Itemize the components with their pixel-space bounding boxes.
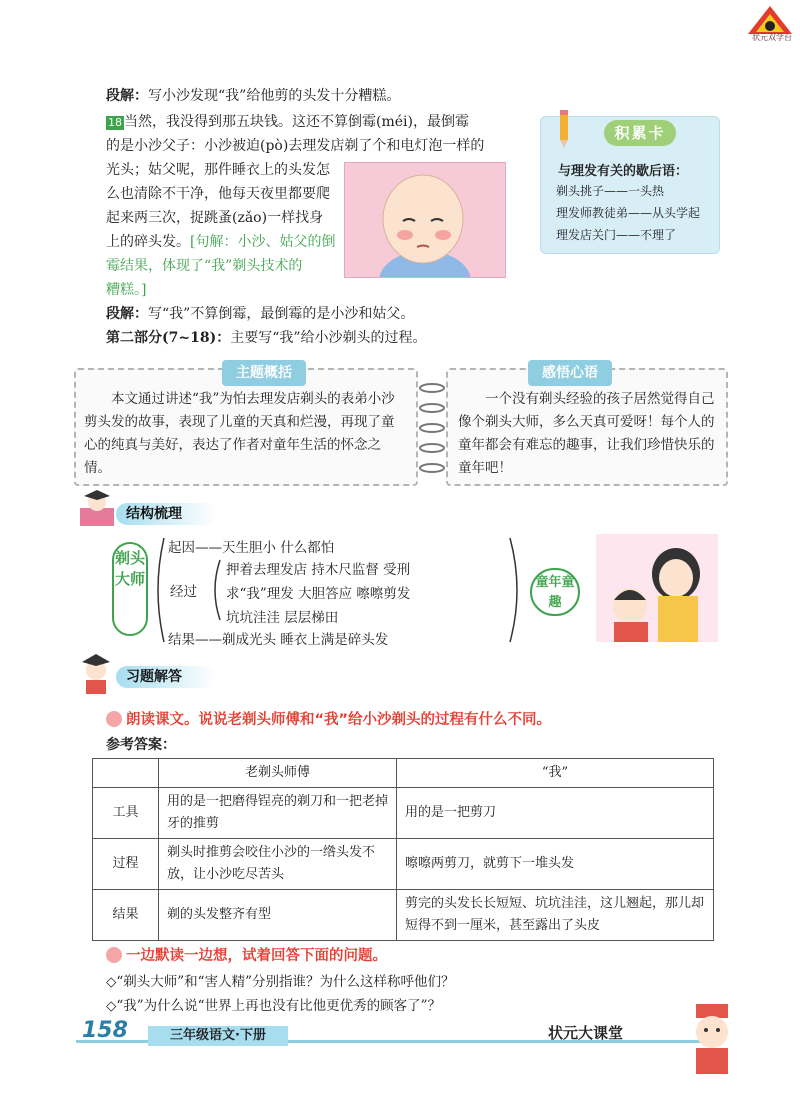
structure-cause (168, 536, 334, 556)
page-number: 158 (82, 1018, 128, 1043)
structure-result (168, 628, 388, 648)
paragraph-18-line5: 起来两三次，捉跳蚤(zǎo)一样找身 (106, 210, 324, 226)
table-cell: 工具 (93, 788, 159, 839)
paragraph-number: 18 (108, 116, 122, 129)
question-1 (106, 708, 551, 729)
label: 段解： (106, 88, 148, 104)
paragraph-18-line4: 么也清除不干净，他每天夜里都要爬 (106, 186, 330, 202)
bullet-icon (106, 711, 122, 727)
table-cell: 用的是一把磨得锃亮的剃刀和一把老掉牙的推剪 (159, 788, 397, 839)
student-mascot-icon (74, 654, 118, 696)
paragraph-18-line2: 的是小沙父子：小沙被迫(pò)去理发店剃了个和电灯泡一样的 (106, 138, 485, 154)
structure-process-3: 坑坑洼洼 层层梯田 (226, 610, 339, 626)
text: 当然，我没得到那五块钱。这还不算倒霉(méi)，最倒霉 (124, 114, 469, 130)
card-item: 理发师教徒弟——从头学起 (556, 206, 701, 220)
paragraph-18-line6 (106, 230, 335, 254)
exercises-header: 习题解答 (116, 666, 216, 688)
table-row (93, 788, 714, 839)
theme-summary-text: 本文通过讲述“我”为怕去理发店剃头的表弟小沙剪头发的故事，表现了儿童的天真和烂漫，再现了童心的纯真与美好，表达了作者对童年生活的怀念之情。 (84, 391, 395, 476)
table-cell: 过程 (93, 839, 159, 890)
theme-summary-title: 主题概括 (222, 360, 306, 386)
paragraph-18-line1 (106, 110, 469, 134)
feeling-text: 一个没有剃头经验的孩子居然觉得自己像个剃头大师，多么天真可爱呀！每个人的童年都会有难忘的趣事，让我们珍惜快乐的童年吧！ (458, 391, 715, 476)
sentence-comment-line3: 糟糕。] (106, 282, 147, 298)
question-text: 朗读课文。说说老剃头师傅和“我”给小沙剃头的过程有什么不同。 (126, 712, 552, 728)
text: 上的碎头发。 (106, 234, 190, 250)
feeling-title: 感悟心语 (528, 360, 612, 386)
card-item: 理发店关门——不理了 (556, 228, 677, 242)
table-cell: 用的是一把剪刀 (397, 788, 714, 839)
table-header-row (93, 759, 714, 788)
bald-boy-icon (345, 163, 506, 278)
structure-theme: 童年童趣 (530, 568, 580, 616)
text: 天生胆小 什么都怕 (222, 540, 335, 556)
table-cell: 剃头时推剪会咬住小沙的一绺头发不放，让小沙吃尽苦头 (159, 839, 397, 890)
label: 结果—— (168, 632, 222, 648)
pencil-icon (552, 110, 576, 150)
analysis-text: 写“我”不算倒霉，最倒霉的是小沙和姑父。 (148, 306, 415, 322)
question-text: 一边默读一边想，试着回答下面的问题。 (126, 948, 387, 964)
question-2 (106, 944, 387, 965)
boy-illustration (344, 162, 506, 278)
table-cell: 结果 (93, 890, 159, 941)
summary-text: 主要写“我”给小沙剃头的过程。 (230, 330, 427, 346)
answer-table (92, 758, 714, 941)
structure-process-label: 经过 (170, 584, 197, 600)
card-subtitle: 与理发有关的歇后语： (558, 164, 689, 179)
structure-process-1: 押着去理发店 持木尺监督 受刑 (226, 562, 411, 578)
sentence-comment-line2: 霉结果，体现了“我”剃头技术的 (106, 258, 303, 274)
card-item: 剃头挑子——一头热 (556, 184, 665, 198)
analysis-text: 写小沙发现“我”给他剪的头发十分糟糕。 (148, 88, 401, 104)
mascot-icon (682, 1004, 742, 1078)
structure-header: 结构梳理 (116, 503, 216, 525)
paragraph-analysis-1 (106, 84, 400, 108)
sentence-comment: [句解：小沙、姑父的倒 (190, 234, 336, 250)
table-header-cell (93, 759, 159, 788)
children-illustration (596, 534, 718, 642)
brand-logo (744, 4, 796, 50)
table-cell: 剃的头发整齐有型 (159, 890, 397, 941)
book-title: 三年级语文·下册 (148, 1026, 288, 1046)
label: 起因—— (168, 540, 222, 556)
reading-student-icon (74, 490, 120, 530)
paragraph-analysis-2 (106, 302, 414, 326)
sub-question-1: ◇“剃头大师”和“害人精”分别指谁？为什么这样称呼他们？ (106, 974, 455, 990)
table-cell: 嚓嚓两剪刀，就剪下一堆头发 (397, 839, 714, 890)
card-title: 积累卡 (604, 120, 676, 146)
paragraph-18-line3: 光头；姑父呢，那件睡衣上的头发怎 (106, 162, 330, 178)
table-header-cell: “我” (397, 759, 714, 788)
table-row (93, 839, 714, 890)
part-two-summary (106, 326, 427, 350)
label: 段解： (106, 306, 148, 322)
table-cell: 剪完的头发长长短短、坑坑洼洼，这儿翘起，那儿却短得不到一厘米，甚至露出了头皮 (397, 890, 714, 941)
table-row (93, 890, 714, 941)
bullet-icon (106, 947, 122, 963)
logo-text: 状元双学台 (752, 33, 792, 42)
spiral-binding-icon (414, 378, 450, 482)
table-header-cell: 老剃头师傅 (159, 759, 397, 788)
text: 剃成光头 睡衣上满是碎头发 (222, 632, 389, 648)
label: 第二部分(7~18)： (106, 330, 231, 346)
answer-label: 参考答案： (106, 737, 176, 753)
structure-process-2: 求“我”理发 大胆答应 嚓嚓剪发 (226, 586, 411, 602)
sub-question-2: ◇“我”为什么说“世界上再也没有比他更优秀的顾客了”？ (106, 998, 441, 1014)
structure-topic: 剃头大师 (112, 542, 148, 636)
brand-name: 状元大课堂 (548, 1024, 624, 1042)
